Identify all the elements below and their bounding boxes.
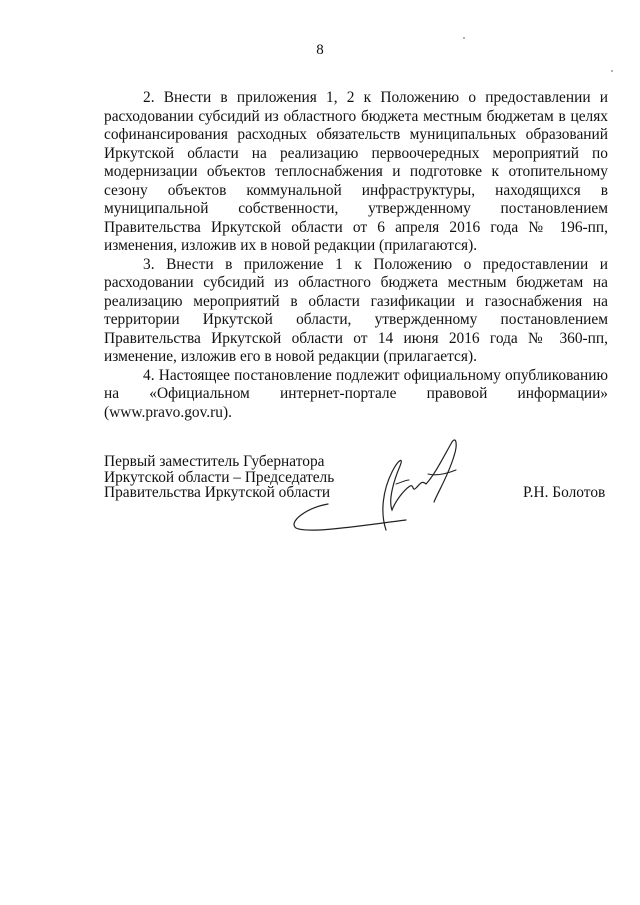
scan-speck [611,70,613,72]
paragraph-4: 4. Настоящее постановление подлежит официальному опубликованию на «Официальном интернет-портале правовой информации» (www.pravo.gov.ru). [104,366,608,421]
signer-name: Р.Н. Болотов [523,484,606,501]
position-line-3: Правительства Иркутской области [104,484,331,501]
paragraph-2: 2. Внести в приложения 1, 2 к Положению о предоставлении и расходовании субсидий из областного бюджета местным бюджетам в целях софинансирования расходных обязательств муниципальных образований Иркутской области на реализацию первоочередных мероприятий по модернизации объектов теплоснабжения и подготовке к отопительному сезону объектов коммунальной инфраструктуры, находящихся в муниципальной собственности, утвержденному постановлением Правительства Иркутской области от 6 апреля 2016 года № 196-пп, изменения, изложив их в новой редакции (прилагаются). [104,89,608,254]
position-line-1: Первый заместитель Губернатора [104,453,325,470]
document-body [104,89,608,422]
handwritten-signature [288,430,478,550]
page-number: 8 [316,42,324,58]
position-line-2: Иркутской области – Председатель [104,468,335,486]
scan-speck [463,37,465,39]
paragraph-3: 3. Внести в приложение 1 к Положению о предоставлении и расходовании субсидий из областного бюджета местным бюджетам на реализацию мероприятий в области газификации и газоснабжения на территории Иркутской области, утвержденному постановлением Правительства Иркутской области от 14 июня 2016 года № 360-пп, изменение, изложив его в новой редакции (прилагается). [104,255,608,365]
